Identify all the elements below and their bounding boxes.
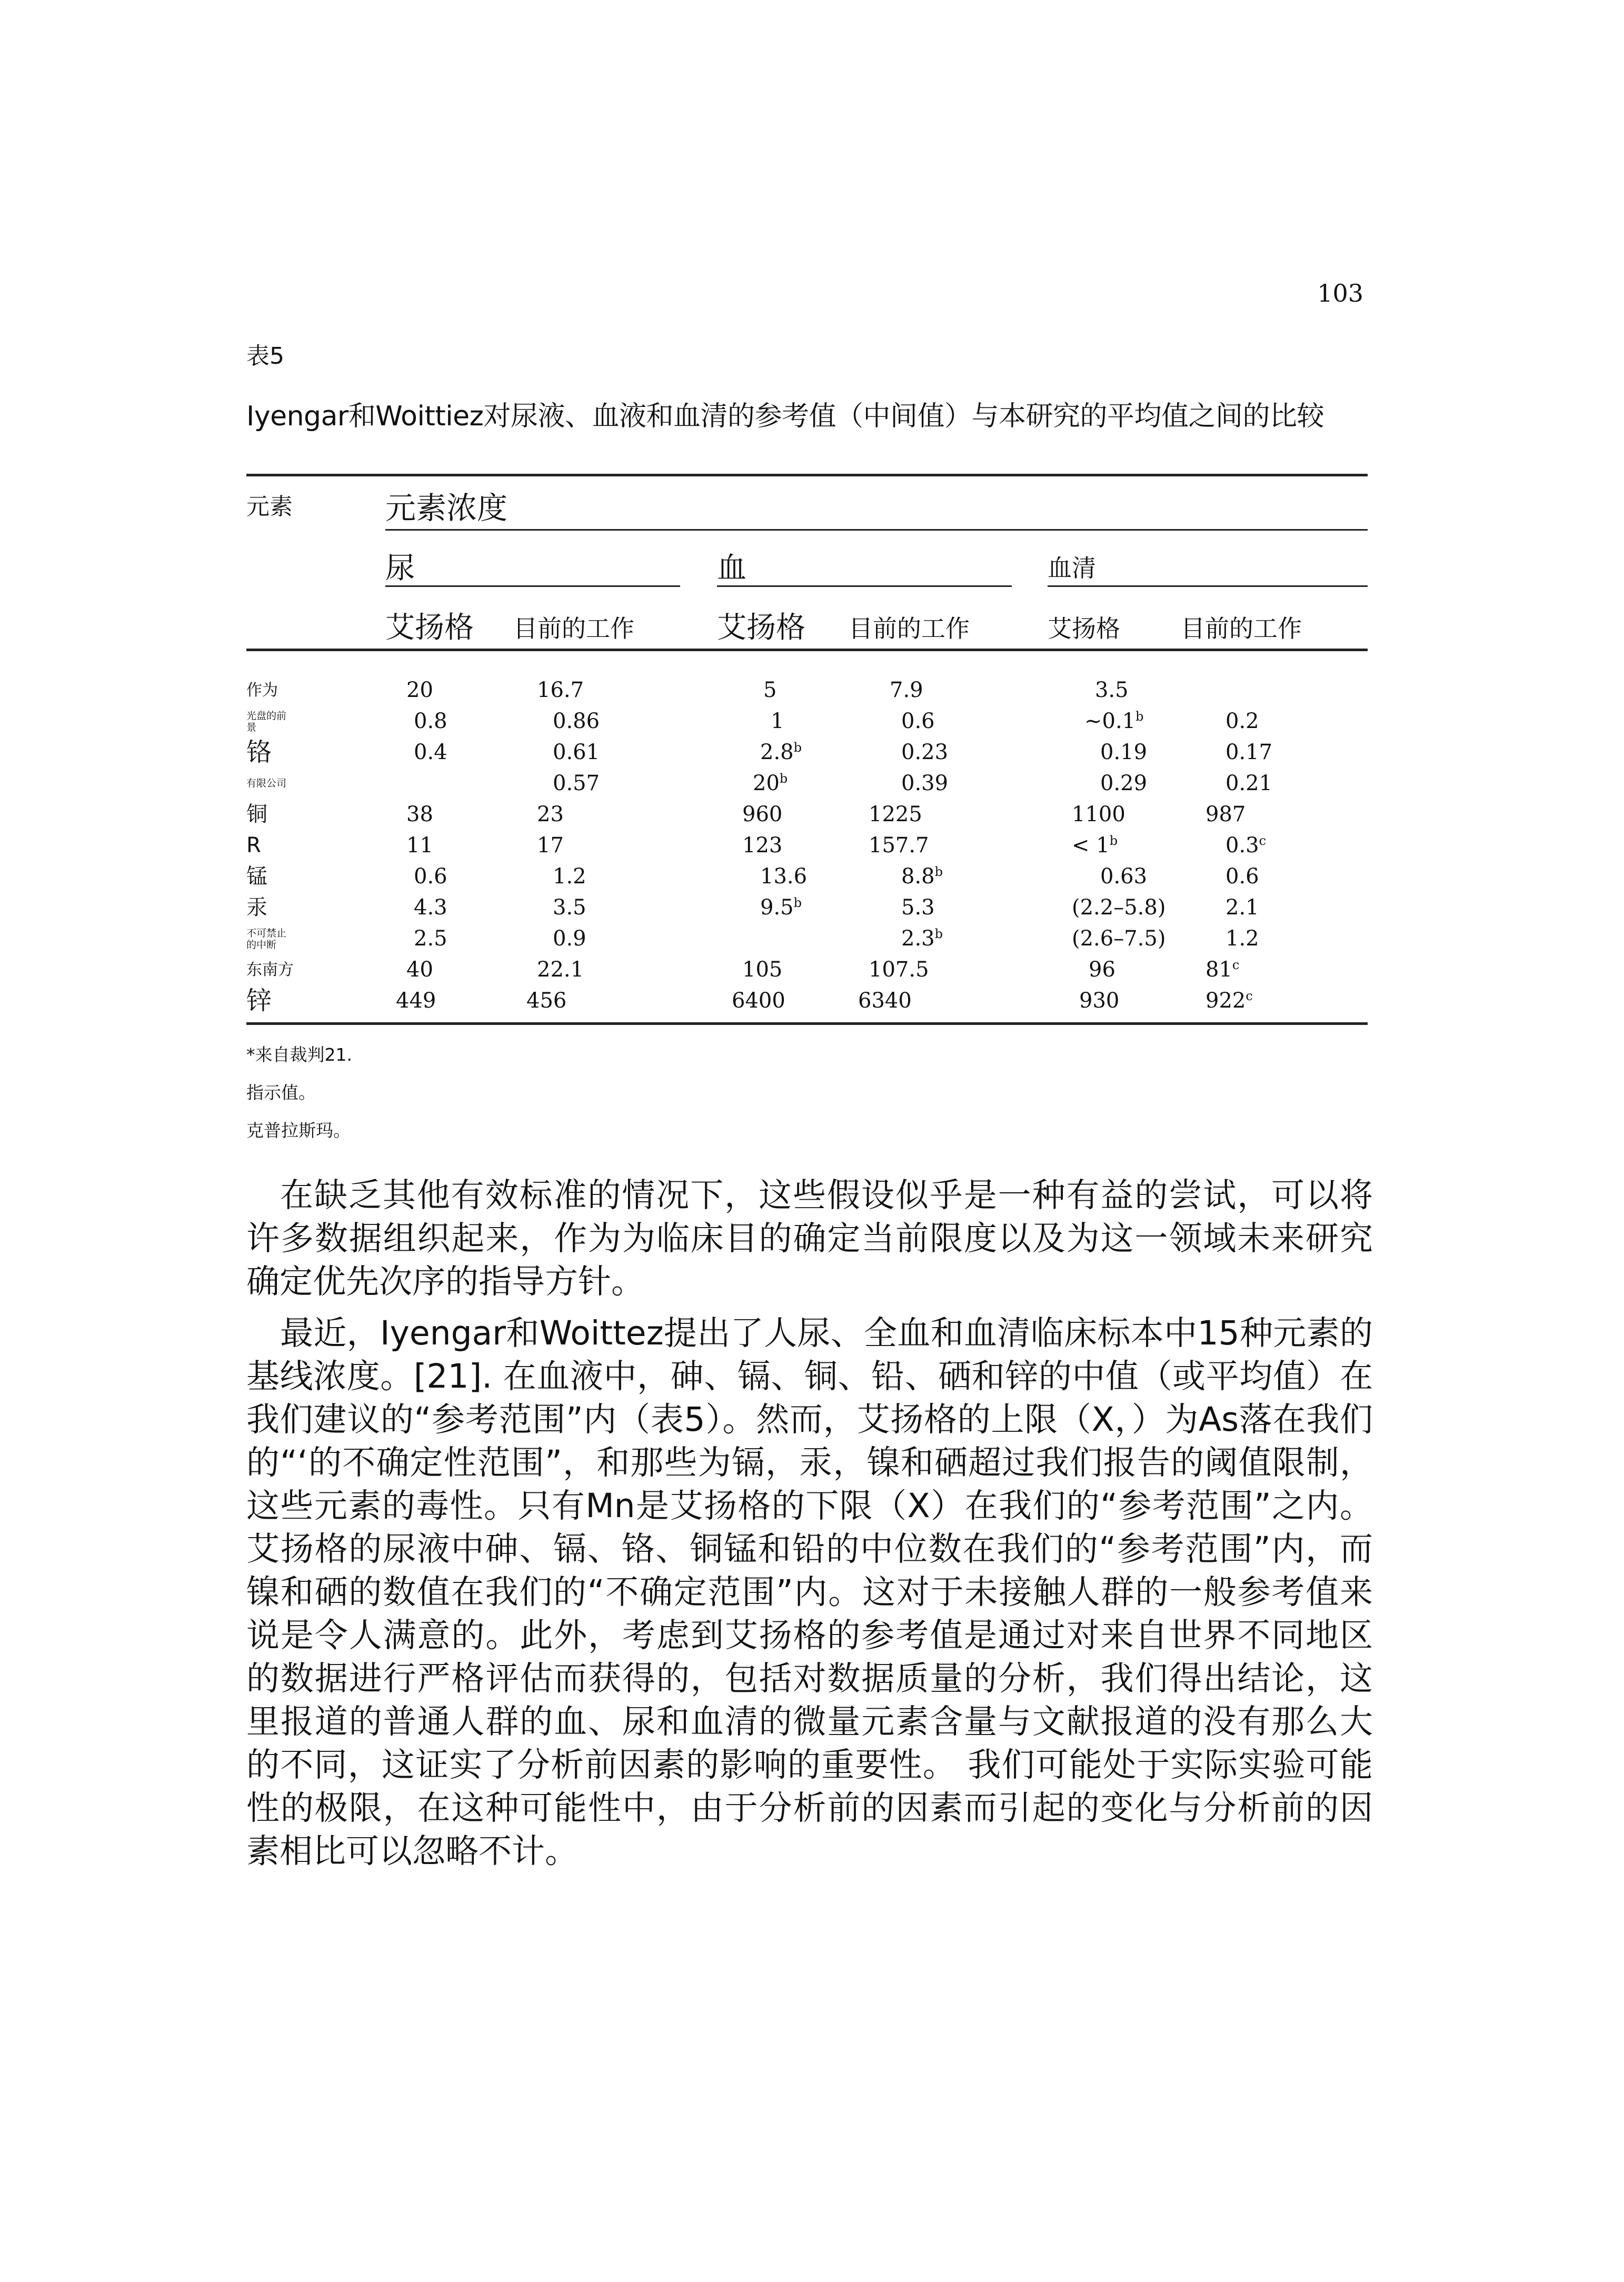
urine-iyengar-value: 4.3 [414, 895, 447, 920]
table-row [246, 799, 1368, 830]
sub-header-iyengar-serum: 艾扬格 [1048, 614, 1120, 643]
group-serum: 血清 [1048, 554, 1096, 582]
paragraph: 在缺乏其他有效标准的情况下，这些假设似乎是一种有益的尝试，可以将许多数据组织起来，作为为临床目的确定当前限度以及为这一领域未来研究确定优先次序的指导方针。 [246, 1176, 1373, 1301]
serum-work-value: 0.6 [1226, 864, 1259, 889]
urine-work-value: 3.5 [553, 895, 586, 920]
header-concentration: 元素浓度 [385, 490, 508, 526]
element-name: 东南方 [246, 961, 294, 979]
urine-iyengar-value: 20 [406, 678, 433, 702]
element-name: 锌 [246, 986, 272, 1015]
table-caption: Iyengar和Woittiez对尿液、血液和血清的参考值（中间值）与本研究的平均值之间的比较 [246, 401, 1324, 432]
table-row [246, 923, 1368, 954]
urine-rule [385, 585, 680, 587]
urine-work-value: 456 [526, 989, 567, 1013]
blood-iyengar-value: 2.8$^b$ [760, 740, 802, 764]
sub-header-work-serum: 目前的工作 [1181, 614, 1302, 643]
sub-header-work-urine: 目前的工作 [513, 614, 634, 643]
urine-iyengar-value: 11 [406, 833, 433, 858]
element-name: 铬 [246, 738, 272, 767]
body-text [246, 1174, 1373, 1881]
table-row [246, 706, 1368, 737]
blood-work-value: 5.3 [901, 895, 935, 920]
serum-iyengar-value: (2.6–7.5) [1072, 926, 1166, 951]
element-name: 有限公司 [246, 778, 287, 789]
urine-iyengar-value: 40 [406, 958, 433, 982]
urine-work-value: 17 [537, 833, 564, 858]
table-top-rule [246, 474, 1368, 476]
urine-iyengar-value: 38 [406, 802, 433, 826]
urine-iyengar-value: 0.6 [414, 864, 447, 889]
serum-work-value: 922$^c$ [1205, 989, 1253, 1013]
blood-work-value: 107.5 [869, 958, 929, 982]
table-label: 表5 [246, 343, 284, 370]
blood-work-value: 7.9 [890, 678, 923, 702]
serum-work-value: 0.3$^c$ [1226, 833, 1267, 858]
serum-work-value: 0.21 [1226, 771, 1273, 795]
serum-rule [1048, 585, 1368, 587]
blood-iyengar-value: 6400 [732, 989, 785, 1013]
blood-rule [717, 585, 1012, 587]
urine-iyengar-value: 0.4 [414, 740, 447, 764]
concentration-rule [385, 529, 1368, 531]
serum-work-value: 987 [1205, 802, 1246, 826]
blood-iyengar-value: 960 [742, 802, 783, 826]
urine-work-value: 23 [537, 802, 564, 826]
table-row [246, 768, 1368, 799]
urine-work-value: 0.86 [553, 709, 600, 733]
serum-iyengar-value: (2.2–5.8) [1072, 895, 1166, 920]
table-row [246, 892, 1368, 923]
element-name: R [246, 833, 261, 858]
serum-work-value: 0.2 [1226, 709, 1259, 733]
table-bottom-rule [246, 1022, 1368, 1025]
serum-iyengar-value: 0.29 [1100, 771, 1148, 795]
blood-iyengar-value: 123 [742, 833, 783, 858]
serum-iyengar-value: 96 [1089, 958, 1115, 982]
blood-work-value: 0.23 [901, 740, 949, 764]
header-bottom-rule [246, 649, 1368, 651]
table-footnotes [246, 1036, 352, 1150]
footnote: *来自裁判21. [246, 1044, 352, 1065]
element-name: 汞 [246, 895, 267, 920]
paragraph: 最近，Iyengar和Woittez提出了人尿、全血和血清临床标本中15种元素的基线浓度。[21]. 在血液中，砷、镉、铜、铅、硒和锌的中值（或平均值）在我们建议的“参考范围”内（表5）。然而，艾扬格的上限（X，）为As落在我们的“‘的不确定性范围”，和那些为镉，汞，镍和硒超过我们报告的阈值限制，这些元素的毒性。只有Mn是艾扬格的下限（X）在我们的“参考范围”之内。艾扬格的尿液中砷、镉、铬、铜锰和铅的中位数在我们的“参考范围”内，而镍和硒的数值在我们的“不确定范围”内。这对于未接触人群的一般参考值来说是令人满意的。此外，考虑到艾扬格的参考值是通过对来自世界不同地区的数据进行严格评估而获得的，包括对数据质量的分析，我们得出结论，这里报道的普通人群的血、尿和血清的微量元素含量与文献报道的没有那么大的不同，这证实了分析前因素的影响的重要性。 我们可能处于实际实验可能性的极限，在这种可能性中，由于分析前的因素而引起的变化与分析前的因素相比可以忽略不计。 [246, 1314, 1373, 1870]
blood-work-value: 0.6 [901, 709, 935, 733]
serum-iyengar-value: ~0.1$^b$ [1084, 709, 1144, 733]
urine-work-value: 0.61 [553, 740, 600, 764]
blood-work-value: 1225 [869, 802, 922, 826]
sub-header-iyengar-urine: 艾扬格 [385, 611, 474, 645]
table-body [246, 675, 1368, 1017]
serum-iyengar-value: 930 [1079, 989, 1120, 1013]
serum-iyengar-value: 0.19 [1100, 740, 1148, 764]
element-name: 不可禁止 的中断 [246, 928, 287, 951]
table-row [246, 675, 1368, 706]
blood-work-value: 0.39 [901, 771, 949, 795]
serum-work-value: 2.1 [1226, 895, 1259, 920]
sub-header-iyengar-blood: 艾扬格 [717, 611, 805, 645]
blood-iyengar-value: 105 [742, 958, 783, 982]
footnote: 指示值。 [246, 1082, 316, 1103]
urine-work-value: 16.7 [537, 678, 584, 702]
urine-iyengar-value: 2.5 [414, 926, 447, 951]
table-row [246, 861, 1368, 892]
blood-iyengar-value: 9.5$^b$ [760, 895, 802, 920]
blood-work-value: 6340 [858, 989, 912, 1013]
blood-work-value: 157.7 [869, 833, 929, 858]
blood-iyengar-value: 13.6 [760, 864, 808, 889]
group-blood: 血 [717, 551, 746, 585]
blood-work-value: 8.8$^b$ [901, 864, 943, 889]
serum-work-value: 0.17 [1226, 740, 1273, 764]
element-name: 作为 [246, 681, 278, 700]
serum-iyengar-value: 3.5 [1095, 678, 1129, 702]
blood-work-value: 2.3$^b$ [901, 926, 943, 951]
footnote: 克普拉斯玛。 [246, 1120, 351, 1141]
urine-work-value: 22.1 [537, 958, 584, 982]
page-number: 103 [1317, 279, 1363, 307]
serum-iyengar-value: 0.63 [1100, 864, 1148, 889]
table-row [246, 985, 1368, 1017]
blood-iyengar-value: 20$^b$ [753, 771, 788, 795]
urine-work-value: 0.57 [553, 771, 600, 795]
urine-work-value: 0.9 [553, 926, 586, 951]
urine-work-value: 1.2 [553, 864, 586, 889]
serum-iyengar-value: < $1^b$ [1072, 833, 1118, 858]
urine-iyengar-value: 0.8 [414, 709, 447, 733]
serum-iyengar-value: 1100 [1072, 802, 1125, 826]
element-name: 锰 [246, 864, 267, 889]
blood-iyengar-value: 1 [771, 709, 784, 733]
header-element: 元素 [246, 493, 293, 520]
serum-work-value: 1.2 [1226, 926, 1259, 951]
group-urine: 尿 [385, 551, 415, 585]
element-name: 铜 [246, 802, 267, 826]
element-name: 光盘的前 景 [246, 710, 287, 733]
urine-iyengar-value: 449 [396, 989, 436, 1013]
sub-header-work-blood: 目前的工作 [849, 614, 970, 643]
table-row [246, 737, 1368, 768]
serum-work-value: 81$^c$ [1205, 958, 1240, 982]
table-row [246, 830, 1368, 861]
table-row [246, 954, 1368, 985]
blood-iyengar-value: 5 [763, 678, 777, 702]
